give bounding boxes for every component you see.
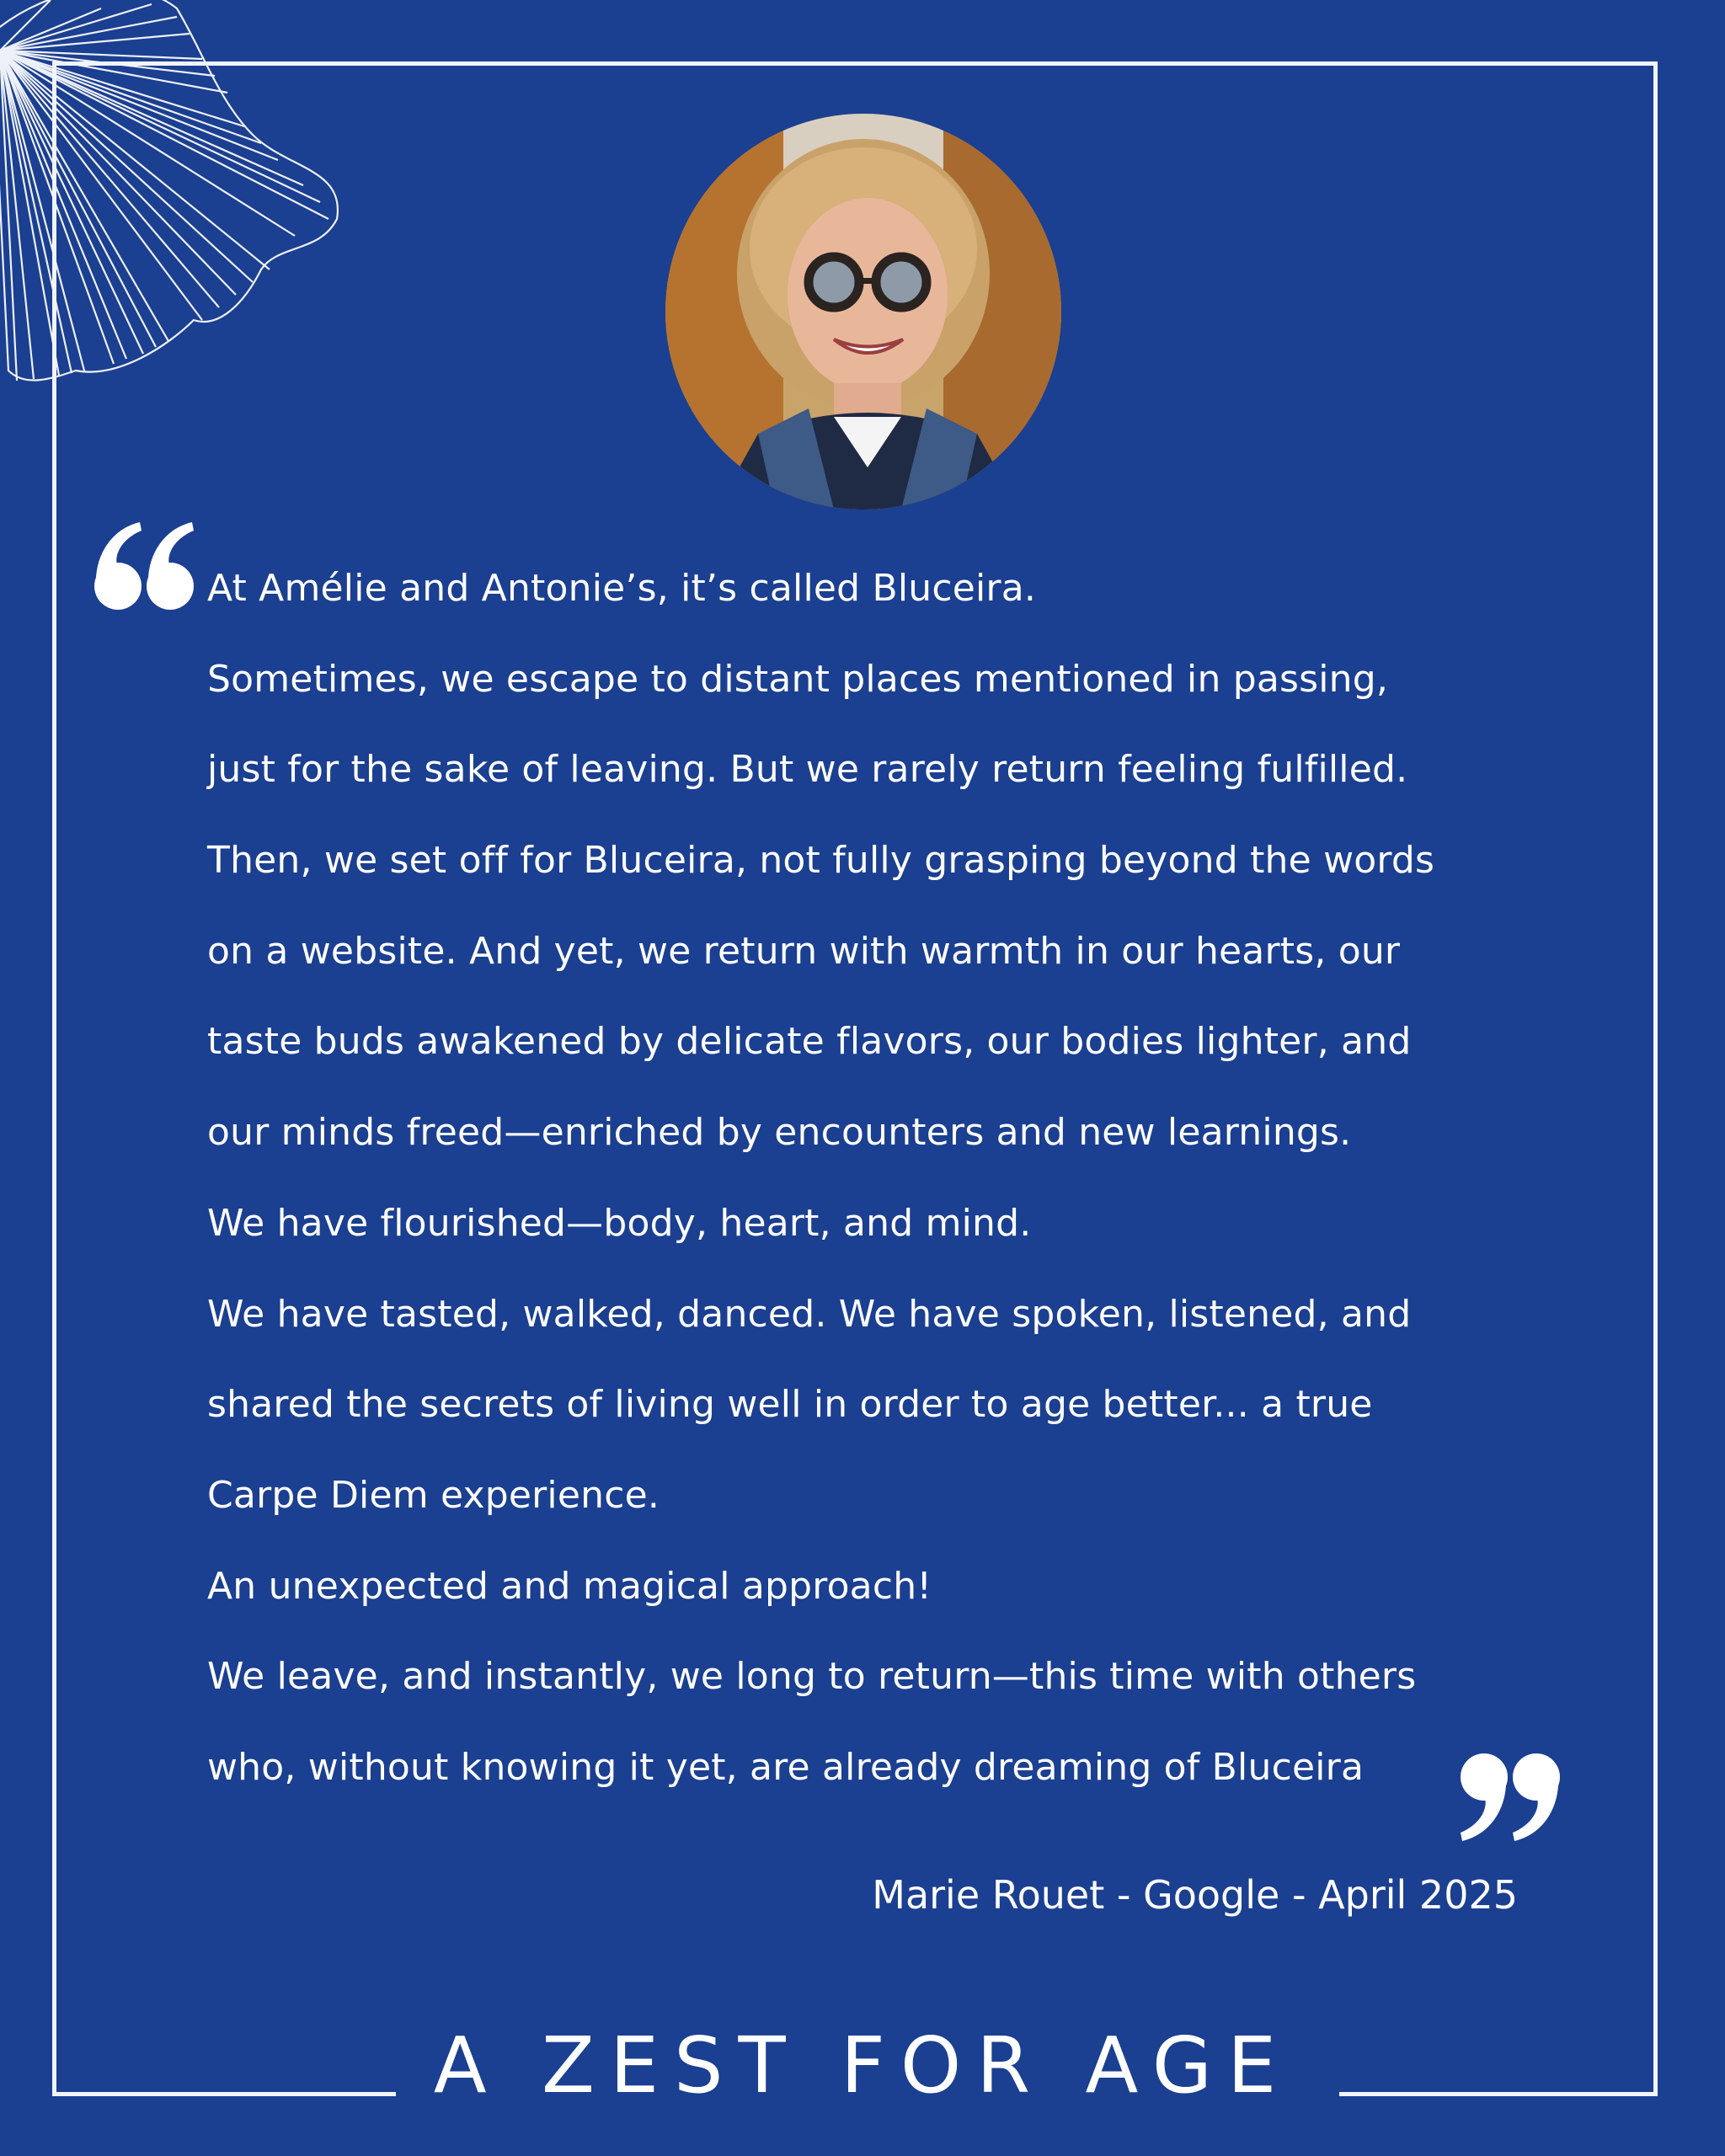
review-line: taste buds awakened by delicate flavors, our bodies lighter, and [207,1020,1412,1064]
review-line: At Amélie and Antonie’s, it’s called Bluceira. [207,567,1037,610]
review-line: shared the secrets of living well in order to age better... a true [207,1383,1373,1427]
review-line: Carpe Diem experience. [207,1473,660,1517]
open-quote-icon [91,522,197,611]
close-quote-icon [1457,1752,1563,1841]
review-line: just for the sake of leaving. But we rarely return feeling fulfilled. [207,748,1408,792]
review-line: An unexpected and magical approach! [207,1564,932,1608]
review-line: Then, we set off for Bluceira, not fully grasping beyond the words [207,839,1435,883]
review-text [207,543,1555,1813]
review-attribution: Marie Rouet - Google - April 2025 [872,1872,1518,1918]
review-line: Sometimes, we escape to distant places mentioned in passing, [207,657,1389,701]
review-line: our minds freed—enriched by encounters and new learnings. [207,1111,1352,1155]
review-line: who, without knowing it yet, are already dreaming of Bluceira [207,1745,1365,1789]
review-line: on a website. And yet, we return with warmth in our hearts, our [207,929,1401,973]
brand-tagline: A ZEST FOR AGE [433,2020,1292,2111]
avatar [665,114,1061,510]
review-line: We leave, and instantly, we long to return—this time with others [207,1655,1417,1699]
review-line: We have flourished—body, heart, and mind. [207,1201,1032,1245]
review-line: We have tasted, walked, danced. We have spoken, listened, and [207,1292,1412,1336]
